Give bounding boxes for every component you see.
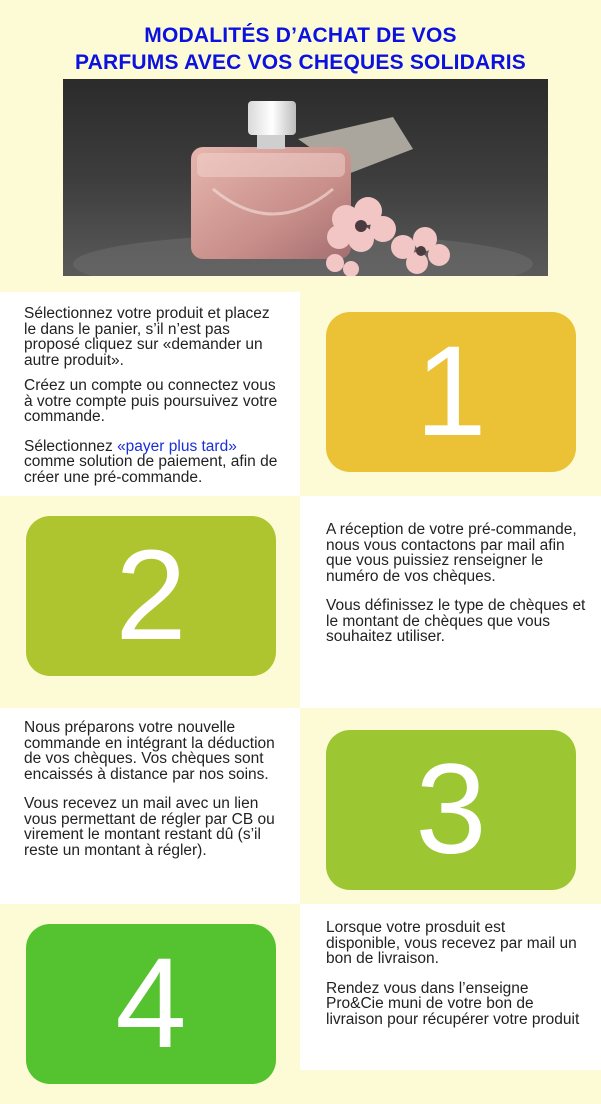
step-1-paragraph-1: Sélectionnez votre produit et placez le dans le panier, s’il n’est pas proposé cliquez sur «demander un autre produit».: [24, 305, 270, 369]
step-3-number-badge: 3: [326, 730, 576, 890]
step-4-text: [326, 920, 581, 1037]
step-3-paragraph-2: Vous recevez un mail avec un lien vous permettant de régler par CB ou virement le montant restant dû (s’il reste un montant à régler).: [24, 795, 275, 859]
page-title: [0, 22, 601, 76]
step-1-paragraph-2: Créez un compte ou connectez vous à votre compte puis poursuivez votre commande.: [24, 377, 278, 425]
step-4-panel: [300, 904, 601, 1070]
step-1-paragraph-3-start: Sélectionnez: [24, 437, 118, 455]
step-1-panel: [0, 292, 300, 496]
step-1-number-badge: 1: [326, 312, 576, 472]
step-4-paragraph-1: Lorsque votre prosduit est disponible, vous recevez par mail un bon de livraison.: [326, 919, 577, 967]
pay-later-option: «payer plus tard»: [117, 437, 237, 455]
step-3-paragraph-1: Nous préparons votre nouvelle commande en intégrant la déduction de vos chèques. Vos chèques sont encaissés à distance par nos soins.: [24, 719, 275, 783]
step-1-paragraph-3: [24, 439, 284, 486]
hero-perfume-image: [63, 79, 548, 276]
title-line-1: MODALITÉS D’ACHAT DE VOS: [144, 24, 457, 47]
step-2-text: [326, 522, 586, 655]
perfume-illustration: [63, 79, 548, 276]
step-1-paragraph-3-end: comme solution de paiement, afin de créer une pré-commande.: [24, 453, 278, 486]
step-1-text: [24, 306, 284, 495]
step-2-paragraph-2: Vous définissez le type de chèques et le montant de chèques que vous souhaitez utiliser.: [326, 597, 586, 645]
step-3-text: [24, 720, 284, 868]
step-2-paragraph-1: A réception de votre pré-commande, nous vous contactons par mail afin que vous puissiez renseigner le numéro de vos chèques.: [326, 521, 577, 585]
title-line-2: PARFUMS AVEC VOS CHEQUES SOLIDARIS: [75, 51, 526, 74]
step-4-paragraph-2: Rendez vous dans l’enseigne Pro&Cie muni de votre bon de livraison pour récupérer votre produit: [326, 979, 580, 1028]
step-2-panel: [300, 496, 601, 708]
step-4-number-badge: 4: [26, 924, 276, 1084]
step-3-panel: [0, 708, 300, 904]
step-2-number-badge: 2: [26, 516, 276, 676]
